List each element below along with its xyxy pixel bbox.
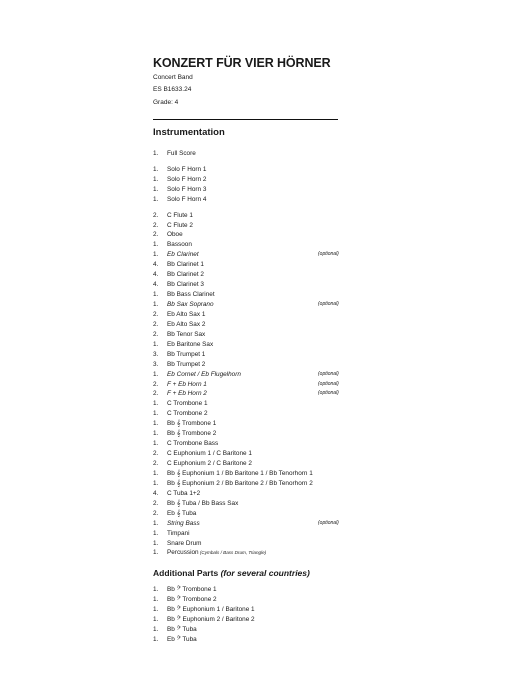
additional-parts-heading-text: Additional Parts bbox=[153, 568, 219, 579]
list-item bbox=[153, 509, 353, 519]
item-quantity: 2. bbox=[153, 320, 159, 328]
item-name-text: Bb Clarinet 2 bbox=[167, 271, 204, 279]
item-name-text: Bb 𝄢 Euphonium 1 / Baritone 1 bbox=[167, 606, 255, 614]
item-name bbox=[167, 605, 255, 615]
list-item bbox=[153, 409, 353, 419]
document-page bbox=[153, 55, 353, 645]
item-name bbox=[167, 595, 217, 605]
item-quantity: 1. bbox=[153, 340, 159, 348]
item-name bbox=[167, 529, 190, 539]
item-name-text: Bb Tenor Sax bbox=[167, 330, 206, 338]
item-name bbox=[167, 221, 193, 231]
item-name-text: C Tuba 1+2 bbox=[167, 489, 201, 497]
item-quantity: 1. bbox=[153, 549, 159, 557]
item-name-text: Bb Sax Soprano bbox=[167, 301, 214, 309]
item-name bbox=[167, 370, 241, 380]
item-optional-label: (optional) bbox=[318, 370, 339, 377]
item-quantity: 1. bbox=[153, 596, 159, 604]
list-item bbox=[153, 605, 353, 615]
item-name-text: Bb 𝄞 Tuba / Bb Bass Sax bbox=[167, 499, 239, 507]
item-quantity: 1. bbox=[153, 469, 159, 477]
item-name-text: Bb Trumpet 1 bbox=[167, 350, 206, 358]
item-name bbox=[167, 635, 197, 645]
item-name-text: Bb Clarinet 3 bbox=[167, 281, 204, 289]
item-name bbox=[167, 449, 252, 459]
item-name-text: Bb 𝄞 Trombone 1 bbox=[167, 420, 217, 428]
item-optional-label: (optional) bbox=[318, 390, 339, 397]
item-name bbox=[167, 280, 204, 290]
list-item bbox=[153, 330, 353, 340]
item-quantity: 4. bbox=[153, 261, 159, 269]
list-item bbox=[153, 185, 353, 195]
document-meta bbox=[153, 72, 353, 109]
item-name bbox=[167, 195, 206, 205]
item-name-text: C Trombone 2 bbox=[167, 410, 208, 418]
document-title: KONZERT FÜR VIER HÖRNER bbox=[153, 56, 331, 70]
item-quantity: 3. bbox=[153, 360, 159, 368]
item-name-text: Bb Clarinet 1 bbox=[167, 261, 204, 269]
additional-parts-heading bbox=[153, 568, 353, 579]
list-item bbox=[153, 439, 353, 449]
item-name-text: C Flute 2 bbox=[167, 221, 193, 229]
item-optional-label: (optional) bbox=[318, 251, 339, 258]
item-name-text: Bb Trumpet 2 bbox=[167, 360, 206, 368]
item-quantity: 1. bbox=[153, 586, 159, 594]
list-item bbox=[153, 320, 353, 330]
item-name-text: F + Eb Horn 1 bbox=[167, 380, 207, 388]
item-name-text: C Euphonium 1 / C Baritone 1 bbox=[167, 450, 252, 458]
instrumentation-heading: Instrumentation bbox=[153, 126, 225, 138]
item-name bbox=[167, 149, 196, 159]
item-name bbox=[167, 340, 213, 350]
item-name-text: String Bass bbox=[167, 519, 200, 527]
item-quantity: 1. bbox=[153, 400, 159, 408]
item-quantity: 2. bbox=[153, 509, 159, 517]
item-name-text: Eb Cornet / Eb Flugelhorn bbox=[167, 370, 241, 378]
list-item bbox=[153, 221, 353, 231]
item-quantity: 1. bbox=[153, 479, 159, 487]
item-name bbox=[167, 519, 200, 529]
list-item bbox=[153, 340, 353, 350]
item-name bbox=[167, 548, 266, 558]
item-name bbox=[167, 350, 205, 360]
list-item bbox=[153, 489, 353, 499]
item-quantity: 1. bbox=[153, 519, 159, 527]
item-name bbox=[167, 509, 196, 519]
list-item bbox=[153, 360, 353, 370]
item-name-text: Bb Bass Clarinet bbox=[167, 291, 215, 299]
item-name bbox=[167, 419, 216, 429]
item-name-text: C Euphonium 2 / C Baritone 2 bbox=[167, 460, 252, 468]
item-name-text: Bb 𝄢 Euphonium 2 / Baritone 2 bbox=[167, 616, 255, 624]
item-name-text: Bb 𝄢 Trombone 2 bbox=[167, 596, 217, 604]
list-item bbox=[153, 270, 353, 280]
item-quantity: 1. bbox=[153, 251, 159, 259]
item-name bbox=[167, 320, 205, 330]
item-name-text: Bb 𝄢 Tuba bbox=[167, 626, 197, 634]
item-quantity: 1. bbox=[153, 616, 159, 624]
item-quantity: 1. bbox=[153, 370, 159, 378]
item-optional-label: (optional) bbox=[318, 519, 339, 526]
item-name-text: Bb 𝄞 Trombone 2 bbox=[167, 430, 217, 438]
item-quantity: 1. bbox=[153, 165, 159, 173]
item-name bbox=[167, 479, 313, 489]
item-name bbox=[167, 270, 204, 280]
item-name-text: F + Eb Horn 2 bbox=[167, 390, 207, 398]
item-name-text: Solo F Horn 2 bbox=[167, 175, 207, 183]
list-item bbox=[153, 419, 353, 429]
list-item bbox=[153, 370, 353, 380]
list-item bbox=[153, 479, 353, 489]
item-name bbox=[167, 499, 238, 509]
item-name bbox=[167, 625, 197, 635]
item-quantity: 1. bbox=[153, 606, 159, 614]
item-name-text: Solo F Horn 1 bbox=[167, 165, 207, 173]
item-name-text: Bb 𝄢 Trombone 1 bbox=[167, 586, 217, 594]
item-name-text: C Trombone Bass bbox=[167, 440, 219, 448]
list-item bbox=[153, 300, 353, 310]
item-name-text: Bb 𝄞 Euphonium 1 / Bb Baritone 1 / Bb Tenorhorn 1 bbox=[167, 469, 313, 477]
item-name bbox=[167, 399, 208, 409]
item-name bbox=[167, 380, 207, 390]
item-quantity: 4. bbox=[153, 271, 159, 279]
list-item bbox=[153, 240, 353, 250]
item-quantity: 2. bbox=[153, 390, 159, 398]
list-item bbox=[153, 615, 353, 625]
item-name-text: Solo F Horn 4 bbox=[167, 195, 207, 203]
list-item bbox=[153, 310, 353, 320]
item-name-text: Solo F Horn 3 bbox=[167, 185, 207, 193]
item-name-text: Eb Clarinet bbox=[167, 251, 199, 259]
list-item bbox=[153, 211, 353, 221]
item-quantity: 4. bbox=[153, 281, 159, 289]
item-optional-label: (optional) bbox=[318, 301, 339, 308]
item-quantity: 1. bbox=[153, 291, 159, 299]
item-name bbox=[167, 185, 206, 195]
item-name bbox=[167, 300, 214, 310]
meta-grade: Grade: 4 bbox=[153, 98, 179, 106]
item-name-text: Snare Drum bbox=[167, 539, 202, 547]
item-quantity: 2. bbox=[153, 310, 159, 318]
list-item bbox=[153, 469, 353, 479]
item-name-text: Oboe bbox=[167, 231, 183, 239]
item-quantity: 1. bbox=[153, 539, 159, 547]
list-item bbox=[153, 389, 353, 399]
item-name-text: Eb 𝄢 Tuba bbox=[167, 636, 197, 644]
item-name-text: Percussion bbox=[167, 549, 199, 557]
item-quantity: 1. bbox=[153, 185, 159, 193]
item-quantity: 1. bbox=[153, 241, 159, 249]
list-item bbox=[153, 149, 353, 159]
item-quantity: 1. bbox=[153, 175, 159, 183]
additional-parts-heading-note: (for several countries) bbox=[220, 568, 310, 579]
item-name-text: Eb 𝄞 Tuba bbox=[167, 509, 197, 517]
list-item bbox=[153, 635, 353, 645]
list-item bbox=[153, 595, 353, 605]
item-name bbox=[167, 389, 207, 399]
list-item bbox=[153, 459, 353, 469]
additional-parts-list bbox=[153, 585, 353, 645]
list-item bbox=[153, 585, 353, 595]
item-quantity: 2. bbox=[153, 460, 159, 468]
item-name bbox=[167, 469, 313, 479]
item-name bbox=[167, 489, 200, 499]
item-name bbox=[167, 539, 201, 549]
list-item bbox=[153, 499, 353, 509]
item-name bbox=[167, 211, 193, 221]
list-item bbox=[153, 165, 353, 175]
list-item bbox=[153, 230, 353, 240]
item-optional-label: (optional) bbox=[318, 380, 339, 387]
item-name-text: Eb Alto Sax 1 bbox=[167, 310, 206, 318]
list-item bbox=[153, 195, 353, 205]
list-item bbox=[153, 625, 353, 635]
meta-catalog-number: ES B1633.24 bbox=[153, 86, 192, 94]
list-item bbox=[153, 290, 353, 300]
item-quantity: 1. bbox=[153, 195, 159, 203]
item-name bbox=[167, 260, 204, 270]
list-item bbox=[153, 280, 353, 290]
item-name-text: C Flute 1 bbox=[167, 211, 193, 219]
item-name bbox=[167, 585, 217, 595]
item-quantity: 1. bbox=[153, 626, 159, 634]
item-quantity: 1. bbox=[153, 529, 159, 537]
item-name bbox=[167, 615, 255, 625]
item-quantity: 4. bbox=[153, 489, 159, 497]
item-name bbox=[167, 360, 205, 370]
item-quantity: 2. bbox=[153, 211, 159, 219]
item-quantity: 1. bbox=[153, 440, 159, 448]
item-name-text: Eb Baritone Sax bbox=[167, 340, 214, 348]
item-name-text: C Trombone 1 bbox=[167, 400, 208, 408]
item-name bbox=[167, 165, 206, 175]
list-item bbox=[153, 380, 353, 390]
item-name-text: Eb Alto Sax 2 bbox=[167, 320, 206, 328]
list-item bbox=[153, 250, 353, 260]
list-item bbox=[153, 175, 353, 185]
item-quantity: 1. bbox=[153, 149, 159, 157]
item-name bbox=[167, 429, 216, 439]
item-name-text: Timpani bbox=[167, 529, 190, 537]
item-quantity: 3. bbox=[153, 350, 159, 358]
list-item bbox=[153, 519, 353, 529]
item-name-text: Bb 𝄞 Euphonium 2 / Bb Baritone 2 / Bb Tenorhorn 2 bbox=[167, 479, 313, 487]
list-item bbox=[153, 260, 353, 270]
item-name bbox=[167, 240, 192, 250]
item-name bbox=[167, 459, 252, 469]
item-quantity: 1. bbox=[153, 410, 159, 418]
list-item bbox=[153, 529, 353, 539]
list-item bbox=[153, 449, 353, 459]
list-item bbox=[153, 399, 353, 409]
item-quantity: 1. bbox=[153, 430, 159, 438]
item-name bbox=[167, 175, 206, 185]
item-name bbox=[167, 310, 205, 320]
item-quantity: 2. bbox=[153, 231, 159, 239]
item-name bbox=[167, 330, 205, 340]
item-name bbox=[167, 290, 215, 300]
item-quantity: 2. bbox=[153, 330, 159, 338]
item-note: (Cymbals / Bass Drum, Triangle) bbox=[198, 550, 267, 556]
list-item bbox=[153, 350, 353, 360]
meta-ensemble: Concert Band bbox=[153, 74, 193, 81]
list-item bbox=[153, 429, 353, 439]
item-quantity: 1. bbox=[153, 420, 159, 428]
item-name-text: Full Score bbox=[167, 149, 196, 157]
item-quantity: 2. bbox=[153, 450, 159, 458]
item-name bbox=[167, 230, 183, 240]
item-quantity: 2. bbox=[153, 380, 159, 388]
item-quantity: 1. bbox=[153, 636, 159, 644]
item-name bbox=[167, 439, 218, 449]
item-name bbox=[167, 409, 208, 419]
instrumentation-list bbox=[153, 149, 353, 559]
item-quantity: 2. bbox=[153, 221, 159, 229]
item-name bbox=[167, 250, 199, 260]
item-quantity: 2. bbox=[153, 499, 159, 507]
list-item bbox=[153, 539, 353, 549]
item-name-text: Bassoon bbox=[167, 241, 192, 249]
section-divider bbox=[153, 119, 338, 120]
list-item bbox=[153, 548, 353, 558]
item-quantity: 1. bbox=[153, 301, 159, 309]
